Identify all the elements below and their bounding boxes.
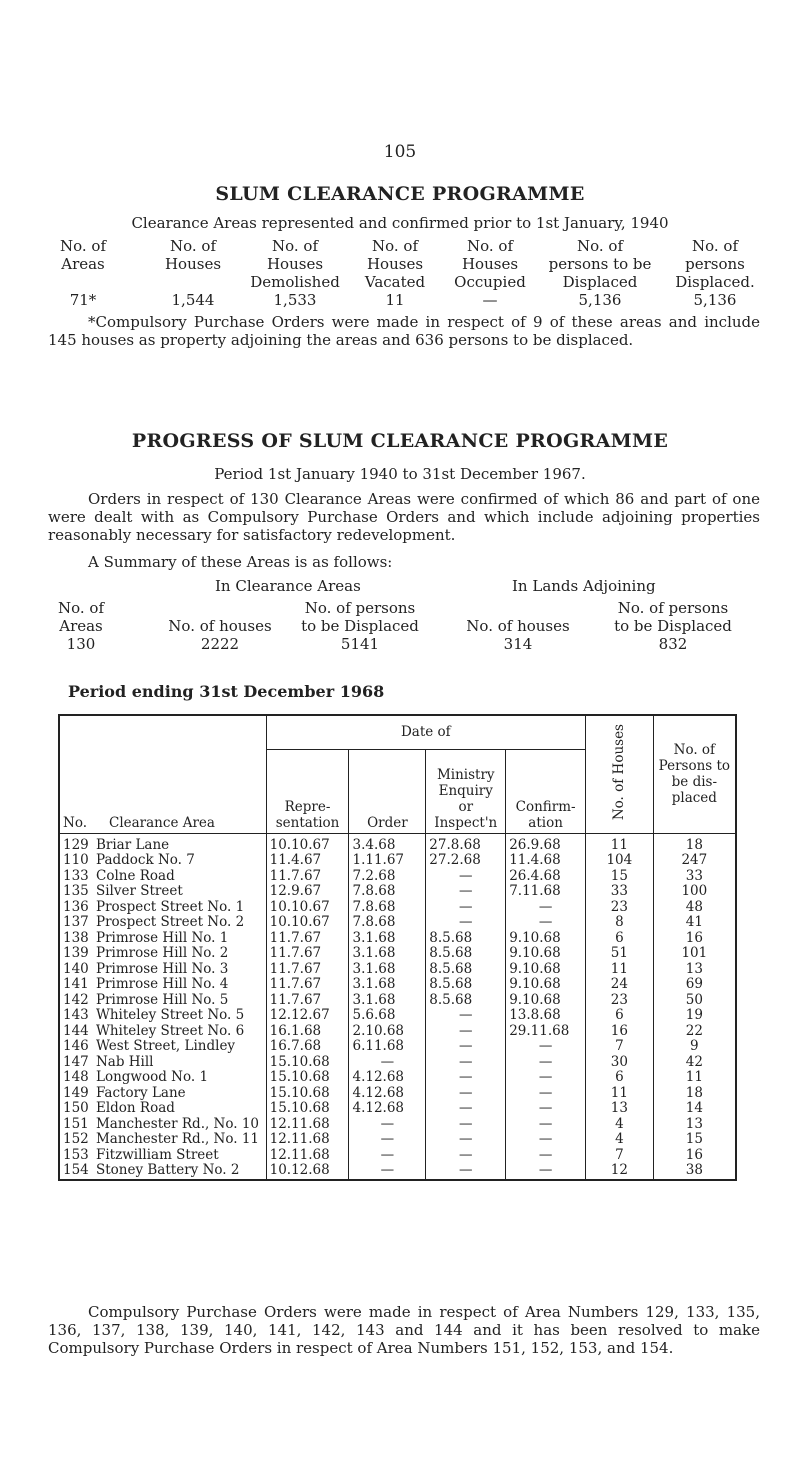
cell-order: 1.11.67 <box>349 853 426 869</box>
cell-area: Factory Lane <box>95 1084 186 1101</box>
cell-rep: 11.7.67 <box>266 977 349 993</box>
cell-order: 7.8.68 <box>349 915 426 931</box>
cell-houses: 4 <box>586 1132 654 1148</box>
cell-houses: 8 <box>586 915 654 931</box>
value-vacated: 11 <box>385 291 405 309</box>
cell-rep: 11.4.67 <box>266 853 349 869</box>
cell-order: 7.8.68 <box>349 884 426 900</box>
cell-houses: 6 <box>586 1070 654 1086</box>
cell-conf: 9.10.68 <box>506 962 586 978</box>
cell-order: 3.1.68 <box>349 931 426 947</box>
section-title-slum-clearance: SLUM CLEARANCE PROGRAMME <box>215 183 585 205</box>
cell-ministry: 8.5.68 <box>426 993 506 1009</box>
cell-area: Manchester Rd., No. 11 <box>95 1131 260 1147</box>
table-row <box>59 993 736 1009</box>
cell-area: Primrose Hill No. 1 <box>95 929 229 946</box>
cell-order: 3.1.68 <box>349 962 426 978</box>
table-row <box>59 1086 736 1102</box>
table-row <box>59 1070 736 1086</box>
cell-ministry: — <box>426 1039 506 1055</box>
cell-conf: 9.10.68 <box>506 946 586 962</box>
cell-rep: 16.1.68 <box>266 1024 349 1040</box>
table-row <box>59 962 736 978</box>
header-date-of: Date of <box>266 715 585 749</box>
cell-area: Longwood No. 1 <box>95 1069 209 1085</box>
value-summary-areas: 130 <box>66 635 96 653</box>
cell-rep: 15.10.68 <box>266 1070 349 1086</box>
table-row <box>59 869 736 885</box>
cell-no: 137 <box>63 914 89 930</box>
cell-area: Nab Hill <box>95 1053 154 1070</box>
cell-conf: 7.11.68 <box>506 884 586 900</box>
table-row <box>59 915 736 931</box>
cell-no: 153 <box>63 1146 89 1163</box>
header-persons: No. of Persons to be dis- placed <box>653 715 736 833</box>
cell-conf: — <box>506 1039 586 1055</box>
header-clearance-area: Clearance Area <box>109 814 215 831</box>
cell-area: Prospect Street No. 2 <box>95 914 245 930</box>
value-displaced: 5,136 <box>693 291 737 309</box>
cell-ministry: — <box>426 869 506 885</box>
group-clearance-areas: In Clearance Areas <box>215 577 361 595</box>
cell-ministry: 8.5.68 <box>426 931 506 947</box>
cell-ministry: 27.8.68 <box>426 833 506 853</box>
cell-ministry: — <box>426 884 506 900</box>
summary-intro: A Summary of these Areas is as follows: <box>88 553 393 571</box>
table-body <box>59 833 736 1180</box>
col-summary-areas: No. of Areas 130 <box>46 599 116 653</box>
cell-no: 150 <box>63 1100 89 1116</box>
cell-area: Colne Road <box>95 867 175 884</box>
cell-rep: 16.7.68 <box>266 1039 349 1055</box>
cell-ministry: — <box>426 1101 506 1117</box>
cell-houses: 11 <box>586 833 654 853</box>
cell-area: Primrose Hill No. 2 <box>95 945 229 961</box>
table-row <box>59 884 736 900</box>
cell-no: 129 <box>59 833 93 853</box>
col-areas: No. of Areas 71* <box>48 237 118 309</box>
cell-area: Whiteley Street No. 5 <box>95 1007 245 1023</box>
cell-no: 139 <box>63 945 89 961</box>
cell-no: 143 <box>63 1007 89 1023</box>
cell-area: Fitzwilliam Street <box>95 1146 219 1163</box>
cell-conf: — <box>506 1055 586 1071</box>
cell-area: Primrose Hill No. 3 <box>95 960 229 977</box>
cell-area: Briar Lane <box>93 833 266 853</box>
cell-area: Whiteley Street No. 6 <box>95 1022 245 1039</box>
cell-ministry: 8.5.68 <box>426 946 506 962</box>
cell-no: 152 <box>63 1131 89 1147</box>
col-to-be-displaced: No. of persons to be Displaced 5,136 <box>535 237 665 309</box>
cell-ministry: — <box>426 1117 506 1133</box>
table-row <box>59 1148 736 1164</box>
cell-ministry: — <box>426 1163 506 1180</box>
cell-conf: — <box>506 1070 586 1086</box>
cell-ministry: — <box>426 1024 506 1040</box>
cell-persons: 13 <box>653 1117 736 1133</box>
cell-rep: 10.10.67 <box>266 833 349 853</box>
cell-houses: 12 <box>586 1163 654 1180</box>
value-houses: 1,544 <box>171 291 215 309</box>
header-representation: Repre- sentation <box>266 749 349 833</box>
cell-order: — <box>349 1148 426 1164</box>
cell-order: — <box>349 1117 426 1133</box>
value-areas: 71* <box>69 291 97 309</box>
progress-paragraph: Orders in respect of 130 Clearance Areas were confirmed of which 86 and part of one were dealt with as Compulsory Purchase Orders and which include adjoining properties reasonably necessary for satisfactory redevelopment. <box>48 490 760 544</box>
cell-conf: 9.10.68 <box>506 931 586 947</box>
cell-conf: — <box>506 900 586 916</box>
table-row <box>59 1008 736 1024</box>
cell-persons: 101 <box>653 946 736 962</box>
col-summary-houses-a: No. of houses 2222 <box>150 617 290 653</box>
cell-no: 135 <box>63 883 89 899</box>
value-persons-b: 832 <box>658 635 688 653</box>
cell-no: 154 <box>63 1162 89 1178</box>
cell-persons: 16 <box>653 1148 736 1164</box>
cell-order: — <box>349 1163 426 1180</box>
cell-persons: 69 <box>653 977 736 993</box>
cell-ministry: 8.5.68 <box>426 977 506 993</box>
cell-houses: 4 <box>586 1117 654 1133</box>
cell-conf: 29.11.68 <box>506 1024 586 1040</box>
cell-area: Primrose Hill No. 4 <box>95 976 229 992</box>
cell-persons: 13 <box>653 962 736 978</box>
cell-order: 4.12.68 <box>349 1070 426 1086</box>
cell-persons: 48 <box>653 900 736 916</box>
cell-area: Prospect Street No. 1 <box>95 898 245 915</box>
cell-persons: 11 <box>653 1070 736 1086</box>
cell-persons: 33 <box>653 869 736 885</box>
cell-persons: 50 <box>653 993 736 1009</box>
clearance-areas-table <box>58 714 737 1181</box>
cell-persons: 22 <box>653 1024 736 1040</box>
cell-ministry: 8.5.68 <box>426 962 506 978</box>
cell-rep: 11.7.67 <box>266 946 349 962</box>
period-ending-title: Period ending 31st December 1968 <box>68 682 385 701</box>
period-line: Period 1st January 1940 to 31st December 1967. <box>214 465 586 483</box>
cell-conf: — <box>506 915 586 931</box>
cell-conf: 26.9.68 <box>506 833 586 853</box>
footnote-compulsory-purchase: *Compulsory Purchase Orders were made in respect of 9 of these areas and include 145 houses as property adjoining the areas and 636 persons to be displaced. <box>48 313 760 349</box>
cell-ministry: — <box>426 900 506 916</box>
cell-area: Eldon Road <box>95 1100 175 1116</box>
cell-houses: 33 <box>586 884 654 900</box>
cell-persons: 41 <box>653 915 736 931</box>
cell-ministry: — <box>426 915 506 931</box>
cell-area: West Street, Lindley <box>95 1038 236 1054</box>
cell-order: 4.12.68 <box>349 1086 426 1102</box>
table-row <box>59 853 736 869</box>
table-row <box>59 900 736 916</box>
section-title-progress: PROGRESS OF SLUM CLEARANCE PROGRAMME <box>131 430 669 452</box>
cell-persons: 38 <box>653 1163 736 1180</box>
cell-persons: 247 <box>653 853 736 869</box>
closing-paragraph: Compulsory Purchase Orders were made in respect of Area Numbers 129, 133, 135, 136, 137, 138, 139, 140, 141, 142, 143 and 144 and it has been resolved to make Compulsory Purchase Orders in respect of Area Numbers 151, 152, 153, and 154. <box>48 1303 760 1357</box>
cell-conf: — <box>506 1101 586 1117</box>
cell-persons: 9 <box>653 1039 736 1055</box>
table-row <box>59 1132 736 1148</box>
cell-houses: 15 <box>586 869 654 885</box>
cell-persons: 19 <box>653 1008 736 1024</box>
col-demolished: No. of Houses Demolished 1,533 <box>240 237 350 309</box>
cell-rep: 12.11.68 <box>266 1148 349 1164</box>
col-houses: No. of Houses 1,544 <box>148 237 238 309</box>
cell-persons: 14 <box>653 1101 736 1117</box>
table-row <box>59 1055 736 1071</box>
value-houses-a: 2222 <box>200 635 240 653</box>
cell-order: 2.10.68 <box>349 1024 426 1040</box>
cell-rep: 11.7.67 <box>266 869 349 885</box>
cell-rep: 15.10.68 <box>266 1086 349 1102</box>
cell-ministry: — <box>426 1132 506 1148</box>
cell-order: 7.8.68 <box>349 900 426 916</box>
header-houses: No. of Houses <box>586 715 654 833</box>
page-number: 105 <box>383 142 417 162</box>
cell-conf: — <box>506 1132 586 1148</box>
cell-rep: 11.7.67 <box>266 931 349 947</box>
cell-area: Silver Street <box>95 883 183 899</box>
section-subtitle: Clearance Areas represented and confirmed prior to 1st January, 1940 <box>131 214 669 232</box>
cell-no: 133 <box>63 867 89 884</box>
table-row <box>59 1117 736 1133</box>
header-order: Order <box>349 749 426 833</box>
col-summary-persons-a: No. of persons to be Displaced 5141 <box>285 599 435 653</box>
cell-conf: 26.4.68 <box>506 869 586 885</box>
cell-houses: 11 <box>586 962 654 978</box>
cell-houses: 6 <box>586 931 654 947</box>
cell-ministry: — <box>426 1086 506 1102</box>
table-row <box>59 1101 736 1117</box>
cell-order: 3.1.68 <box>349 993 426 1009</box>
cell-no: 144 <box>63 1022 89 1039</box>
group-lands-adjoining: In Lands Adjoining <box>512 577 656 595</box>
cell-conf: 11.4.68 <box>506 853 586 869</box>
cell-no: 141 <box>63 976 89 992</box>
cell-houses: 51 <box>586 946 654 962</box>
cell-area: Paddock No. 7 <box>95 852 195 868</box>
cell-ministry: — <box>426 1055 506 1071</box>
cell-ministry: — <box>426 1148 506 1164</box>
cell-conf: — <box>506 1163 586 1180</box>
cell-conf: — <box>506 1117 586 1133</box>
table-row <box>59 1163 736 1180</box>
cell-no: 147 <box>63 1053 89 1070</box>
cell-no: 110 <box>63 852 89 868</box>
cell-order: 4.12.68 <box>349 1101 426 1117</box>
cell-no: 140 <box>63 960 89 977</box>
cell-houses: 6 <box>586 1008 654 1024</box>
cell-rep: 12.9.67 <box>266 884 349 900</box>
cell-conf: 9.10.68 <box>506 993 586 1009</box>
cell-order: 5.6.68 <box>349 1008 426 1024</box>
cell-houses: 13 <box>586 1101 654 1117</box>
cell-houses: 7 <box>586 1148 654 1164</box>
cell-rep: 12.11.68 <box>266 1132 349 1148</box>
cell-order: — <box>349 1132 426 1148</box>
table-row <box>59 1039 736 1055</box>
value-occupied: — <box>482 291 498 309</box>
header-ministry: Ministry Enquiry or Inspect'n <box>426 749 506 833</box>
cell-no: 138 <box>63 929 89 946</box>
cell-area: Manchester Rd., No. 10 <box>95 1115 260 1132</box>
header-confirmation: Confirm- ation <box>506 749 586 833</box>
cell-conf: 13.8.68 <box>506 1008 586 1024</box>
cell-no: 151 <box>63 1115 89 1132</box>
col-summary-houses-b: No. of houses 314 <box>448 617 588 653</box>
table-row <box>59 1024 736 1040</box>
value-to-be-displaced: 5,136 <box>578 291 622 309</box>
table-row <box>59 946 736 962</box>
cell-rep: 12.11.68 <box>266 1117 349 1133</box>
cell-rep: 15.10.68 <box>266 1101 349 1117</box>
cell-ministry: — <box>426 1008 506 1024</box>
cell-rep: 11.7.67 <box>266 993 349 1009</box>
value-persons-a: 5141 <box>340 635 380 653</box>
col-vacated: No. of Houses Vacated 11 <box>345 237 445 309</box>
cell-persons: 16 <box>653 931 736 947</box>
cell-no: 148 <box>63 1069 89 1085</box>
cell-rep: 11.7.67 <box>266 962 349 978</box>
table-row <box>59 977 736 993</box>
cell-houses: 7 <box>586 1039 654 1055</box>
cell-conf: — <box>506 1086 586 1102</box>
cell-order: 3.1.68 <box>349 946 426 962</box>
cell-houses: 16 <box>586 1024 654 1040</box>
cell-order: 3.1.68 <box>349 977 426 993</box>
cell-persons: 100 <box>653 884 736 900</box>
cell-houses: 104 <box>586 853 654 869</box>
cell-persons: 15 <box>653 1132 736 1148</box>
header-no-area-cell <box>59 715 266 833</box>
cell-rep: 15.10.68 <box>266 1055 349 1071</box>
cell-rep: 12.12.67 <box>266 1008 349 1024</box>
cell-houses: 23 <box>586 900 654 916</box>
cell-order: 3.4.68 <box>349 833 426 853</box>
cell-rep: 10.10.67 <box>266 900 349 916</box>
cell-no: 146 <box>63 1038 89 1054</box>
cell-no: 136 <box>63 898 89 915</box>
col-occupied: No. of Houses Occupied — <box>440 237 540 309</box>
cell-persons: 42 <box>653 1055 736 1071</box>
cell-conf: — <box>506 1148 586 1164</box>
cell-area: Primrose Hill No. 5 <box>95 991 229 1008</box>
col-summary-persons-b: No. of persons to be Displaced 832 <box>598 599 748 653</box>
cell-ministry: — <box>426 1070 506 1086</box>
cell-order: 7.2.68 <box>349 869 426 885</box>
cell-rep: 10.12.68 <box>266 1163 349 1180</box>
header-no: No. <box>63 814 87 831</box>
cell-no: 142 <box>63 991 89 1008</box>
table-row <box>59 931 736 947</box>
cell-no: 149 <box>63 1084 89 1101</box>
cell-area: Stoney Battery No. 2 <box>95 1162 240 1178</box>
cell-houses: 24 <box>586 977 654 993</box>
cell-ministry: 27.2.68 <box>426 853 506 869</box>
cell-houses: 30 <box>586 1055 654 1071</box>
value-houses-b: 314 <box>503 635 533 653</box>
col-displaced: No. of persons Displaced. 5,136 <box>660 237 770 309</box>
cell-persons: 18 <box>653 1086 736 1102</box>
cell-rep: 10.10.67 <box>266 915 349 931</box>
cell-persons: 18 <box>653 833 736 853</box>
cell-houses: 23 <box>586 993 654 1009</box>
value-demolished: 1,533 <box>273 291 317 309</box>
cell-order: — <box>349 1055 426 1071</box>
cell-houses: 11 <box>586 1086 654 1102</box>
cell-order: 6.11.68 <box>349 1039 426 1055</box>
table-row <box>59 833 736 853</box>
cell-conf: 9.10.68 <box>506 977 586 993</box>
